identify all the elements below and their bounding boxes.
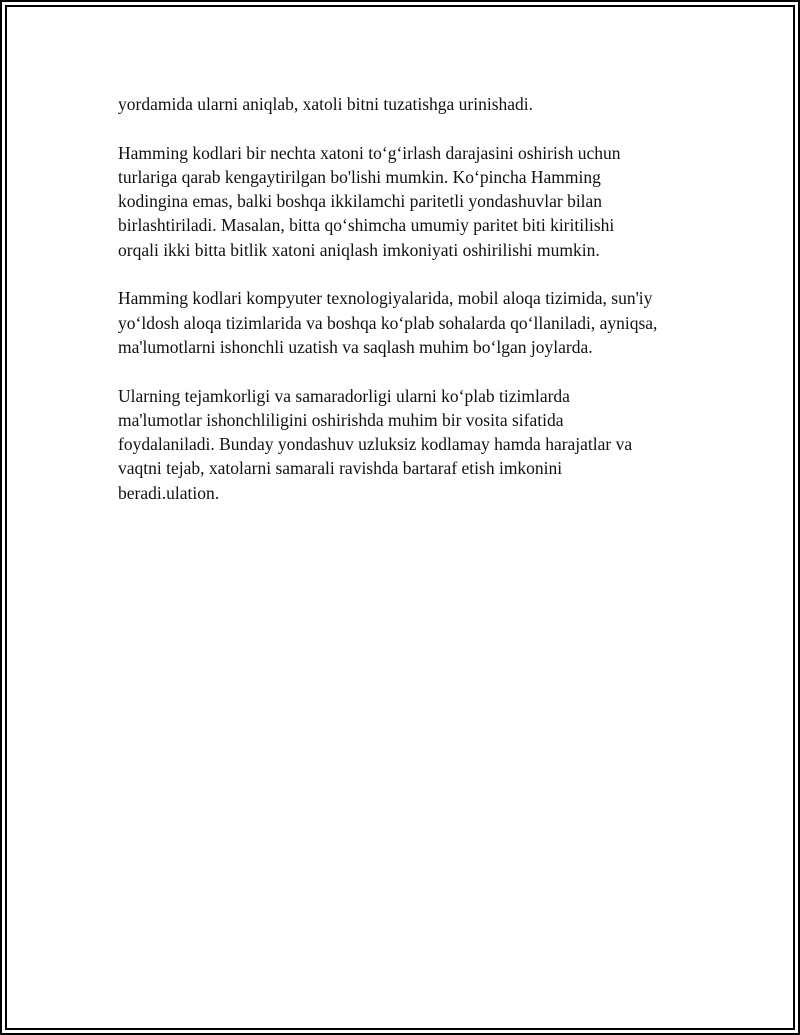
text-line: Ularning tejamkorligi va samaradorligi ularni ko‘plab tizimlarda bbox=[118, 385, 570, 406]
document-body bbox=[118, 92, 698, 529]
text-line: ma'lumotlarni ishonchli uzatish va saqlash muhim bo‘lgan joylarda. bbox=[118, 336, 593, 357]
text-line: turlariga qarab kengaytirilgan bo'lishi mumkin. Ko‘pincha Hamming bbox=[118, 166, 601, 187]
text-line: birlashtiriladi. Masalan, bitta qo‘shimcha umumiy paritet biti kiritilishi bbox=[118, 215, 615, 236]
text-line: kodingina emas, balki boshqa ikkilamchi paritetli yondashuvlar bilan bbox=[118, 191, 603, 212]
text-line: Hamming kodlari bir nechta xatoni to‘g‘irlash darajasini oshirish uchun bbox=[118, 142, 621, 163]
text-line: ma'lumotlar ishonchliligini oshirishda muhim bir vosita sifatida bbox=[118, 409, 564, 430]
text-line: yordamida ularni aniqlab, xatoli bitni tuzatishga urinishadi. bbox=[118, 94, 534, 114]
text-line: foydalaniladi. Bunday yondashuv uzluksiz kodlamay hamda harajatlar va bbox=[118, 434, 633, 455]
text-line: yo‘ldosh aloqa tizimlarida va boshqa ko‘plab sohalarda qo‘llaniladi, ayniqsa, bbox=[118, 312, 658, 333]
text-line: vaqtni tejab, xatolarni samarali ravishda bartaraf etish imkonini bbox=[118, 458, 563, 479]
paragraph-2 bbox=[118, 141, 698, 262]
text-line: Hamming kodlari kompyuter texnologiyalarida, mobil aloqa tizimida, sun'iy bbox=[118, 288, 653, 309]
paragraph-3 bbox=[118, 286, 698, 359]
paragraph-4 bbox=[118, 384, 698, 505]
text-line: orqali ikki bitta bitlik xatoni aniqlash imkoniyati oshirilishi mumkin. bbox=[118, 239, 600, 260]
text-line: beradi.ulation. bbox=[118, 482, 220, 503]
paragraph-1 bbox=[118, 92, 698, 116]
